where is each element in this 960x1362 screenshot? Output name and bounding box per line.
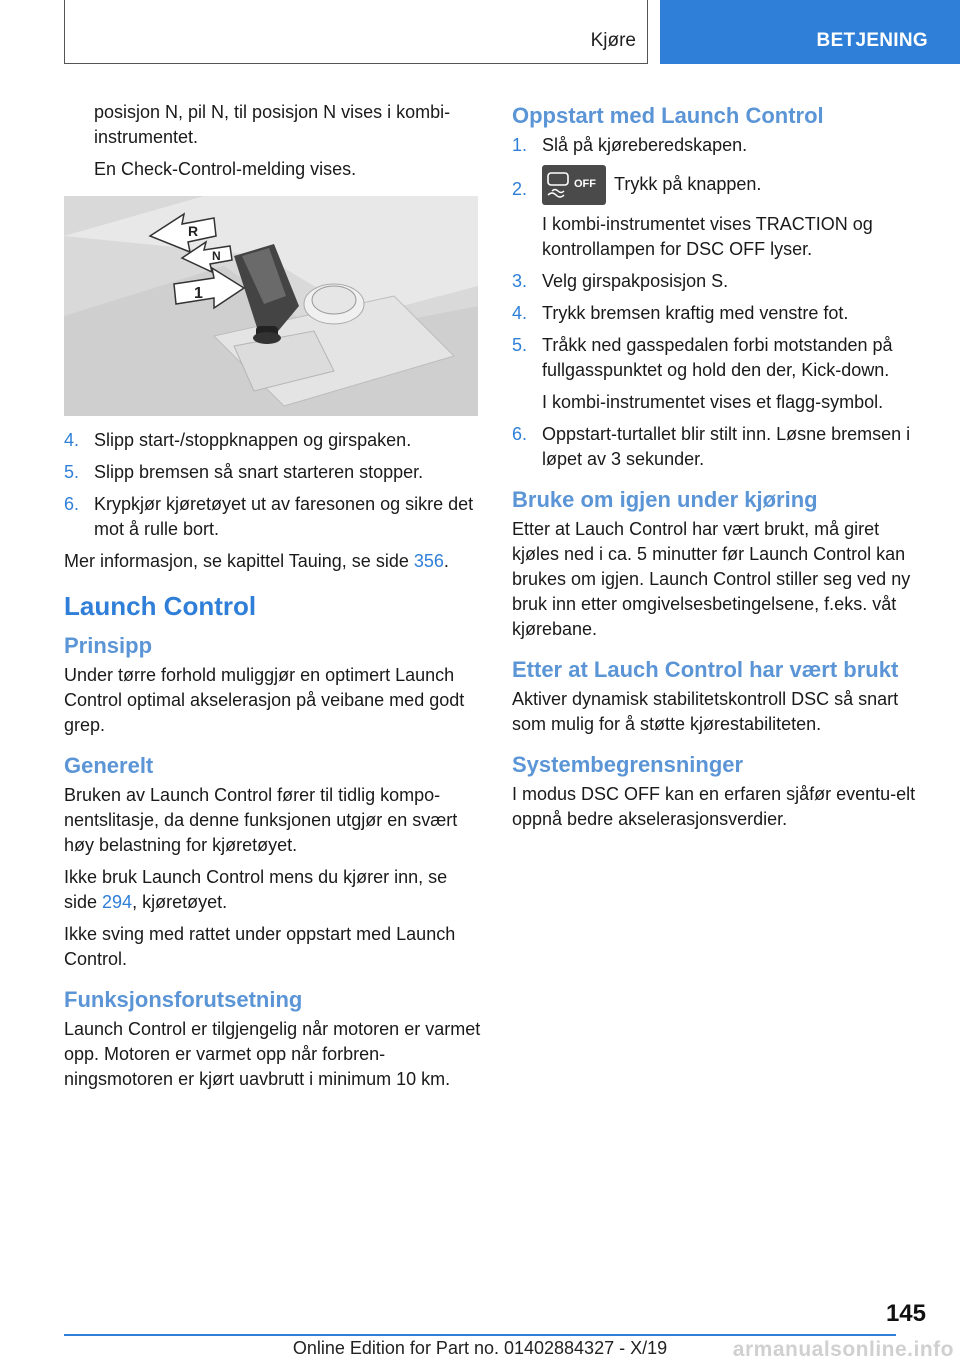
etter-heading: Etter at Lauch Control har vært brukt — [512, 657, 899, 682]
generelt-paragraph-1: Bruken av Launch Control fører til tidlig kompo-nentslitasje, da denne funksjonen utgjør en svært høy belastning for kjøretøyet. — [64, 785, 458, 855]
list-item — [64, 492, 482, 542]
more-info-paragraph — [64, 549, 482, 574]
step-note: I kombi-instrumentet vises TRACTION og kontrollampen for DSC OFF lyser. — [542, 214, 873, 259]
step-text: Slipp bremsen så snart starteren stopper. — [94, 462, 424, 482]
etter-text: Aktiver dynamisk stabilitetskontroll DSC så snart som mulig for å støtte kjørestabiliteten. — [512, 689, 899, 734]
arrow-label-r: R — [188, 223, 199, 239]
step-number: 3. — [512, 271, 528, 291]
system-heading: Systembegrensninger — [512, 752, 744, 777]
step-number: 6. — [64, 494, 80, 514]
page-link-294[interactable]: 294 — [102, 892, 133, 912]
step-text: Oppstart-turtallet blir stilt inn. Løsne bremsen i løpet av 3 sekunder. — [542, 424, 911, 469]
list-item — [64, 428, 482, 453]
step-text: Krypkjør kjøretøyet ut av faresonen og sikre det mot å rulle bort. — [94, 494, 474, 539]
page-link-356[interactable]: 356 — [413, 551, 444, 571]
step-text: Trykk på knappen. — [614, 173, 762, 194]
bruke-heading: Bruke om igjen under kjøring — [512, 487, 818, 512]
step-number: 4. — [64, 430, 80, 450]
footer-divider — [64, 1334, 896, 1336]
page-number: 145 — [885, 1300, 926, 1327]
arrow-label-n: N — [212, 249, 221, 263]
more-info-suffix: . — [443, 551, 449, 571]
step-number: 4. — [512, 303, 528, 323]
step-text: Tråkk ned gasspedalen forbi motstanden på fullgasspunktet og hold den der, Kick-down. — [542, 335, 893, 380]
step-number: 1. — [512, 135, 528, 155]
generelt-p2-text: Ikke bruk Launch Control mens du kjører inn, se side — [64, 867, 448, 912]
list-item — [512, 133, 928, 158]
edition-text: Online Edition for Part no. 01402884327 - X/19 — [292, 1338, 668, 1358]
step-note: I kombi-instrumentet vises et flagg-symbol. — [542, 392, 884, 412]
step-text: Slå på kjøreberedskapen. — [542, 135, 748, 155]
intro-paragraph: posisjon N, pil N, til posisjon N vises i kombi-instrumentet. — [94, 102, 451, 147]
list-item — [512, 165, 928, 205]
watermark-text: armanualsonline.info — [732, 1338, 954, 1361]
list-item — [512, 301, 928, 326]
left-column — [64, 100, 482, 1099]
list-item — [512, 269, 928, 294]
step-text: Slipp start-/stoppknappen og girspaken. — [94, 430, 412, 450]
system-text: I modus DSC OFF kan en erfaren sjåfør eventu-elt oppnå bedre akselerasjonsverdier. — [512, 784, 916, 829]
dsc-off-button-icon — [542, 165, 606, 205]
header-left-box — [64, 0, 648, 64]
generelt-paragraph-3: Ikke sving med rattet under oppstart med Launch Control. — [64, 924, 456, 969]
step-number: 6. — [512, 424, 528, 444]
more-info-text: Mer informasjon, se kapittel Tauing, se side — [64, 551, 414, 571]
oppstart-heading: Oppstart med Launch Control — [512, 103, 824, 128]
funksjon-heading: Funksjonsforutsetning — [64, 987, 303, 1012]
funksjon-text: Launch Control er tilgjengelig når motoren er varmet opp. Motoren er varmet opp når forbren-ningsmotoren er kjørt uavbrutt i minimum 10 km. — [64, 1019, 481, 1089]
header-section-title: Kjøre — [590, 30, 636, 51]
bruke-text: Etter at Lauch Control har vært brukt, må giret kjøles ned i ca. 5 minutter før Launch Control kan brukes om igjen. Launch Control stiller seg ved ny bruk inn etter omgivelsesbetingelsene, f.eks. våt kjørebane. — [512, 519, 911, 639]
section-title: Launch Control — [64, 591, 257, 621]
generelt-heading: Generelt — [64, 753, 154, 778]
list-item — [64, 460, 482, 485]
header-chapter-title: BETJENING — [816, 30, 928, 51]
header-chapter-tab — [660, 0, 960, 64]
prinsipp-text: Under tørre forhold muliggjør en optimert Launch Control optimal akselerasjon på veibane med godt grep. — [64, 665, 465, 735]
step-number: 2. — [512, 179, 528, 199]
step-number: 5. — [64, 462, 80, 482]
check-control-paragraph: En Check-Control-melding vises. — [94, 159, 357, 179]
generelt-paragraph-2 — [64, 865, 482, 915]
step-number: 5. — [512, 335, 528, 355]
step-text: Trykk bremsen kraftig med venstre fot. — [542, 303, 849, 323]
prinsipp-heading: Prinsipp — [64, 633, 153, 658]
gear-selector-illustration — [64, 196, 478, 416]
list-item — [512, 422, 928, 472]
right-column — [512, 102, 928, 839]
arrow-label-1: 1 — [194, 285, 203, 302]
step-text: Velg girspakposisjon S. — [542, 271, 729, 291]
dsc-off-icon-label: OFF — [574, 178, 596, 190]
list-item — [512, 333, 928, 383]
generelt-p2-suffix: , kjøretøyet. — [132, 892, 228, 912]
